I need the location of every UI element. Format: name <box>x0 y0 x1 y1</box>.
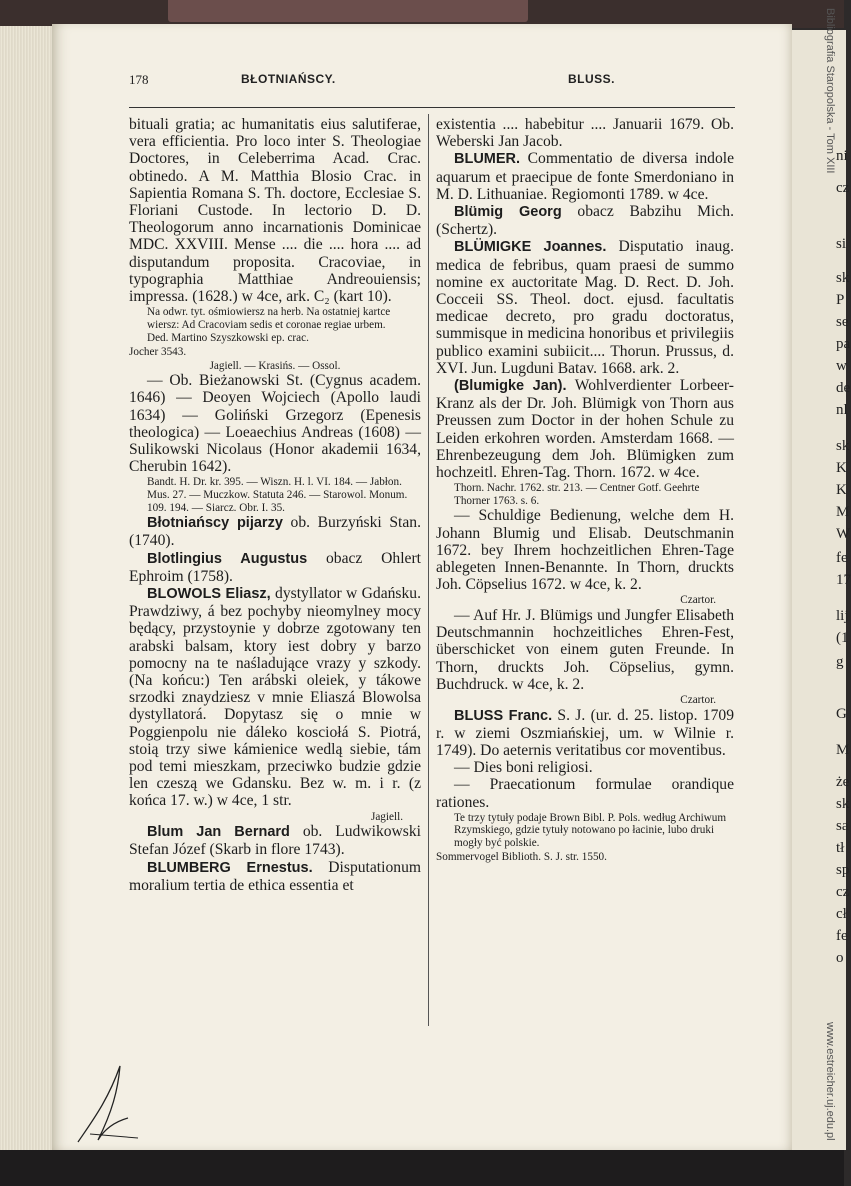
facing-page-fragment: nl <box>836 402 848 418</box>
facing-page-fragment: tł <box>836 840 845 856</box>
bibliographic-note: Bandt. H. Dr. kr. 395. — Wiszn. H. l. VI. 184. — Jabłon. Mus. 27. — Muczkow. Statuta 246. — Starowol. Monum. 109. 194. — Siarcz. Obr. I. 35. <box>147 476 408 514</box>
entry <box>129 550 421 585</box>
scan-bottom-edge <box>0 1150 844 1186</box>
entry-text: — Ob. Bieżanowski St. (Cygnus academ. 1646) — Deoyen Wojciech (Apollo laudi 1634) — Goliński Grzegorz (Epenesis theologica) — Loeaechius Andreas (1608) — Sulikowski Nicolaus (Honor akademii 1634, Cherubin 1642). <box>129 372 421 476</box>
entry <box>129 514 421 549</box>
facing-page-fragment: K <box>836 482 847 498</box>
entry-heading: Blum Jan Bernard <box>147 824 290 841</box>
library-sigla: Jagiell. — Krasińs. — Ossol. <box>209 359 341 372</box>
watermark-title: Bibliografia Staropolska - Tom XIII <box>824 8 836 174</box>
facing-page-fragment: pa <box>836 336 851 352</box>
bibliographic-note: Na odwr. tyt. ośmiowiersz na herb. Na ostatniej kartce wiersz: Ad Cracoviam sedis et coronae regiae urbem. <box>147 306 391 331</box>
facing-page-fragment: cz <box>836 884 850 900</box>
library-sigla: Czartor. <box>680 694 716 707</box>
facing-page-fragment: ni <box>836 148 848 164</box>
facing-page-fragment: de <box>836 380 851 396</box>
entry-heading: BLUMER. <box>454 151 521 168</box>
facing-page-fragment: sk <box>836 796 850 812</box>
entry-heading: Błotniańscy pijarzy <box>147 515 283 532</box>
entry <box>436 238 734 377</box>
bibliographic-note: Sommervogel Biblioth. S. J. str. 1550. <box>436 850 607 863</box>
entry-body: Commentatio de diversa indole aquarum et praecipue de fonte Smerdoniano in M. D. Lithuaniae. Regiomonti 1789. w 4ce. <box>436 150 734 203</box>
facing-page-fragment: w <box>836 358 847 374</box>
column-divider <box>428 114 429 1026</box>
book-strap <box>168 0 528 22</box>
entry-heading: BLUMBERG Ernestus. <box>147 859 313 876</box>
watermark-url: www.estreicher.uj.edu.pl <box>824 1022 836 1141</box>
header-right-title: BLUSS. <box>567 72 615 86</box>
facing-page-fragment: że <box>836 774 850 790</box>
facing-page-fragment: lij <box>836 608 849 624</box>
facing-page-fragment: g <box>836 654 844 670</box>
facing-page-fragment: (1 <box>836 630 849 646</box>
library-sigla: Jagiell. <box>370 810 403 823</box>
facing-page-fragment: cz <box>836 180 850 196</box>
entry <box>436 203 734 238</box>
entry-heading: BLUSS Franc. <box>454 707 553 724</box>
facing-page-fragment: si <box>836 236 847 252</box>
facing-page-edge <box>786 30 851 1150</box>
entry-heading: BLÜMIGKE Joannes. <box>454 239 607 256</box>
library-sigla: Czartor. <box>680 594 716 607</box>
facing-page-fragment: G <box>836 706 847 722</box>
entry-body: S. J. (ur. d. 25. listop. 1709 r. w ziemi Oszmiańskiej, um. w Wilnie r. 1749). Do aeternis veritatibus cor moventibus. <box>436 706 734 760</box>
facing-page-fragment: K <box>836 460 847 476</box>
facing-page-fragment: o <box>836 950 844 966</box>
entry-heading: BLOWOLS Eliasz, <box>147 586 271 603</box>
header-rule <box>129 107 735 108</box>
entry <box>436 150 734 203</box>
bibliographic-note: Jocher 3543. <box>129 346 187 359</box>
entry-body: Disputationum moralium tertia de ethica essentia et <box>129 858 421 894</box>
pen-mark-signature <box>68 1060 148 1150</box>
facing-page-fragment: W <box>836 526 851 542</box>
facing-page-fragment: se <box>836 314 849 330</box>
entry-heading: Blümig Georg <box>454 204 562 221</box>
entry-body: obacz Babzihu Mich. (Schertz). <box>436 203 734 239</box>
entry-body: dystyllator w Gdańsku. Prawdziwy, á bez pochyby nieomylney mocy będący, przystoynie y dobrze zgotowany ten arabski balsam, ktory iest dobry y barzo pomocny na te naśladujące vrazy y szkody. (Na końcu:) Ten arábski oleiek, y tákowe srzodki znaydziesz v mnie Eliaszá Blowolsa dystyllatorá. Dopytasz się o mnie w Poggienpolu nie dáleko kosciołá S. Piotrá, stoią trzy siwe kámienice wedlą siebie, tám pod temi mieszkam, przeciwko budzie gdzie len czeszą we Gdansku. Bez w. m. i r. (z końca 17. w.) w 4ce, 1 str. <box>129 585 421 810</box>
facing-page-fragment: 17 <box>836 572 851 588</box>
right-column <box>436 116 734 863</box>
entry-text: — Dies boni religiosi. <box>454 759 593 777</box>
facing-page-fragment: sk <box>836 438 850 454</box>
entry <box>436 377 734 481</box>
entry-body: Wohlverdienter Lorbeer-Kranz als der Dr. Joh. Blümigk von Thorn aus Preussen zum Doctor in der hohen Schule zu Leiden erkohren worden. Amsterdam 1668. — Ehrenbezeugung dem Joh. Blümigken zum hochzeitl. Ehren-Tag. Thorn. 1672. w 4ce. <box>436 377 735 482</box>
bibliographic-note: Ded. Martino Szyszkowski ep. crac. <box>147 332 309 345</box>
entry <box>436 707 734 760</box>
facing-page-fragment: M <box>836 742 850 758</box>
entry-text: — Auf Hr. J. Blümigs und Jungfer Elisabeth Deutschmannin hochzeitliches Ehren-Fest, überschicket von einem guten Freunde. In Thorn, druckts Joh. Cöpselius, gymn. Buchdruck. w 4ce, k. 2. <box>436 607 734 693</box>
facing-page-fragment: sa <box>836 818 849 834</box>
entry <box>129 823 421 858</box>
facing-page-fragment: sp <box>836 862 850 878</box>
running-header <box>129 72 733 94</box>
left-column <box>129 116 421 894</box>
entry <box>129 585 421 810</box>
entry-heading: (Blumigke Jan). <box>454 378 567 395</box>
page-number: 178 <box>129 72 149 87</box>
entry-heading: Blotlingius Augustus <box>147 550 308 567</box>
entry-text: — Praecationum formulae orandique rationes. <box>436 776 734 811</box>
bibliographic-note: Te trzy tytuły podaje Brown Bibl. P. Pols. według Archiwum Rzymskiego, gdzie tytuły notowano po łacinie, lubo druki mogły być polskie. <box>454 811 727 850</box>
entry-body: ob. Burzyński Stan. (1740). <box>129 514 422 550</box>
facing-page-fragment: fe <box>836 928 848 944</box>
facing-page-fragment: fe <box>836 550 848 566</box>
entry <box>129 859 421 894</box>
entry-body: ob. Ludwikowski Stefan Józef (Skarb in flore 1743). <box>129 823 421 859</box>
header-left-title: BŁOTNIAŃSCY. <box>241 72 336 86</box>
facing-page-fragment: M <box>836 504 850 520</box>
facing-page-fragment: sk <box>836 270 850 286</box>
bibliographic-note: Thorn. Nachr. 1762. str. 213. — Centner Gotf. Geehrte Thorner 1763. s. 6. <box>454 482 700 507</box>
entry-text: existentia .... habebitur .... Januarii 1679. Ob. Weberski Jan Jacob. <box>436 116 734 151</box>
facing-page-fragment: P <box>836 292 845 308</box>
facing-page-fragment: cł <box>836 906 847 922</box>
entry-body: obacz Ohlert Ephroim (1758). <box>129 549 421 585</box>
entry-text: — Schuldige Bedienung, welche dem H. Johann Blumig und Elisab. Deutschmanin 1672. bey Ihrem hochzeitlichen Ehren-Tage ablegeten Innen-Benannte. In Thorn, druckts Joh. Cöpselius 1672. w 4ce, k. 2. <box>436 507 734 594</box>
entry-text: bituali gratia; ac humanitatis eius salutiferae, vera efficientia. Pro loco inter S. Theologiae Doctores, in Celeberrima Acad. Crac. obtinedo. A M. Matthia Blosio Crac. in Sapientia Romana S. Th. doctore, Ecclesiae S. Floriani Custode. In lectorio D. D. Theologorum anno incarnationis Dominicae MDC. XXVIII. Mense .... die .... hora .... ad disputandum proposita. Cracoviae, in typographia Matthiae Andreouiensis; impressa. (1628.) w 4ce, ark. C₂ (kart 10). <box>129 116 421 306</box>
entry-body: Disputatio inaug. medica de febribus, quam praesi de summo nomine ex auctoritate Mag. D. Rect. D. Joh. Cocceii SS. Theol. doct. ejusd. facultatis medicae decreto, pro gradu doctoratus, summisque in medicina honoribus et privilegiis publico examini subiicit.... Thorun. Prussus, d. XVI. Jun. Lugduni Batav. 1668. ark. 2. <box>436 238 735 377</box>
